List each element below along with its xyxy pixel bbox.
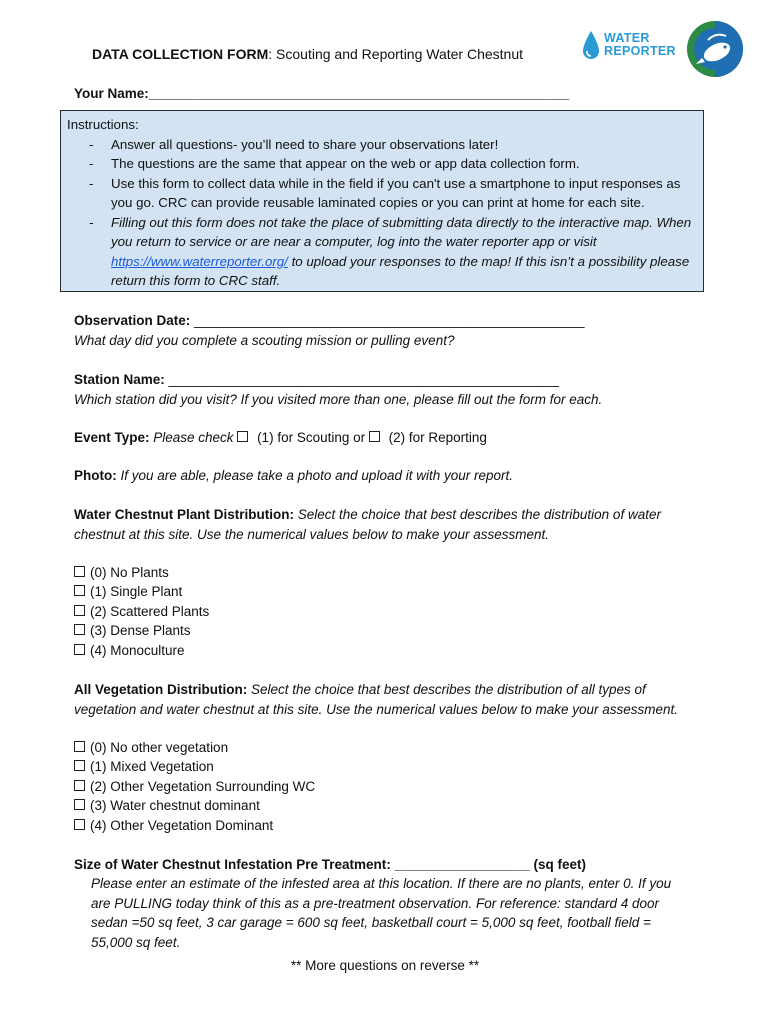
form-title-bold: DATA COLLECTION FORM — [92, 46, 269, 62]
instruction-item: - Use this form to collect data while in the field if you can't use a smartphone to input responses as you go. CRC can provide reusable laminated copies or you can print at home for each site. — [89, 175, 681, 210]
wc-distribution-label: Water Chestnut Plant Distribution: — [74, 507, 294, 522]
checkbox[interactable] — [74, 585, 85, 596]
photo-label: Photo: — [74, 468, 117, 483]
photo-help: If you are able, please take a photo and upload it with your report. — [116, 468, 514, 483]
instructions-heading: Instructions: — [67, 117, 139, 132]
event-type-question — [74, 428, 487, 448]
observation-date-help: What day did you complete a scouting mission or pulling event? — [74, 332, 455, 348]
checkbox[interactable] — [74, 624, 85, 635]
infestation-size-blank[interactable]: : __________________ — [386, 857, 530, 872]
photo-question — [74, 466, 513, 486]
infestation-size-label: Size of Water Chestnut Infestation Pre Treatment — [74, 857, 387, 872]
wc-option[interactable] — [74, 621, 209, 640]
veg-option-label: (0) No other vegetation — [90, 740, 229, 755]
veg-distribution-help: Select the choice that best describes the distribution of all types of vegetation and water chestnut at this site. Use the numerical values below to make your assessment. — [74, 682, 679, 717]
checkbox[interactable] — [74, 741, 85, 752]
station-name-label: Station Name: — [74, 372, 165, 387]
veg-distribution-label: All Vegetation Distribution: — [74, 682, 248, 697]
wc-distribution-help: Select the choice that best describes the distribution of water chestnut at this site. Use the numerical values below to make your assessment. — [74, 507, 661, 542]
instructions-box — [60, 110, 704, 292]
form-title — [92, 46, 523, 62]
checkbox[interactable] — [74, 566, 85, 577]
event-type-prefix: Please check — [149, 430, 238, 445]
reverse-note: ** More questions on reverse ** — [290, 958, 480, 973]
scouting-checkbox[interactable] — [237, 431, 248, 442]
veg-option[interactable] — [74, 738, 315, 757]
checkbox[interactable] — [74, 605, 85, 616]
observation-date-blank[interactable]: ____________________________________________________ — [190, 313, 585, 328]
wc-option-label: (4) Monoculture — [90, 642, 185, 658]
instruction-text: The questions are the same that appear on the web or app data collection form. — [111, 156, 580, 171]
veg-option-label: (3) Water chestnut dominant — [90, 798, 260, 814]
checkbox[interactable] — [74, 819, 85, 830]
event-type-label: Event Type: — [74, 430, 150, 445]
checkbox[interactable] — [74, 760, 85, 771]
form-title-rest: : Scouting and Reporting Water Chestnut — [268, 46, 524, 62]
instruction-item: - The questions are the same that appear on the web or app data collection form. — [89, 156, 580, 171]
wc-option-label: (0) No Plants — [90, 565, 169, 580]
waterreporter-link[interactable]: https://www.waterreporter.org/ — [111, 253, 288, 269]
crc-fish-logo — [686, 20, 744, 78]
checkbox[interactable] — [74, 799, 85, 810]
water-reporter-logo — [582, 28, 676, 68]
veg-option-label: (1) Mixed Vegetation — [90, 759, 214, 775]
event-type-option-scouting: (1) for Scouting or — [253, 430, 369, 445]
water-drop-icon — [582, 30, 600, 62]
station-name-blank[interactable]: ____________________________________________________ — [164, 372, 559, 387]
instruction-text: Filling out this form does not take the place of submitting data directly to the interactive map. When you return to service or are near a computer, log into the water reporter app or visit — [111, 214, 692, 249]
your-name-blank[interactable]: ________________________________________________________ — [148, 86, 570, 101]
logo-text-reporter: REPORTER — [604, 44, 676, 58]
instruction-text: Answer all questions- you’ll need to share your observations later! — [111, 136, 499, 152]
veg-option[interactable] — [74, 816, 315, 835]
veg-option-label: (2) Other Vegetation Surrounding WC — [90, 778, 316, 794]
wc-option[interactable] — [74, 563, 209, 582]
reporting-checkbox[interactable] — [369, 431, 380, 442]
observation-date-label: Observation Date: — [74, 313, 191, 328]
veg-distribution-question — [74, 680, 704, 719]
your-name-label: Your Name: — [74, 86, 149, 101]
veg-option[interactable] — [74, 777, 315, 796]
wc-distribution-question — [74, 505, 704, 544]
checkbox[interactable] — [74, 644, 85, 655]
veg-option[interactable] — [74, 796, 315, 815]
station-name-question — [74, 370, 602, 409]
your-name-row[interactable] — [74, 86, 569, 101]
infestation-size-help: Please enter an estimate of the infested area at this location. If there are no plants, enter 0. If you are PULLING today think of this as a pre-treatment observation. For reference: standard 4 door sedan =50 sq feet, 3 car garage = 600 sq feet, basketball court = 5,000 sq feet, football field = 55,000 sq feet. — [91, 876, 672, 950]
veg-option-label: (4) Other Vegetation Dominant — [90, 817, 274, 833]
wc-option[interactable] — [74, 641, 209, 660]
wc-distribution-options — [74, 563, 209, 660]
wc-option[interactable] — [74, 582, 209, 601]
instruction-item: - Answer all questions- you’ll need to share your observations later! — [89, 136, 499, 152]
instruction-item-italic: - Filling out this form does not take the place of submitting data directly to the interactive map. When you return to service or are near a computer, log into the water reporter app or visit https://www.waterreporter.org/ to upload your responses to the map! If this isn’t a possibility please return this form to CRC staff. — [89, 214, 692, 288]
event-type-option-reporting: (2) for Reporting — [384, 430, 487, 445]
logo-text-water: WATER — [604, 31, 650, 45]
checkbox[interactable] — [74, 780, 85, 791]
observation-date-question — [74, 311, 584, 350]
wc-option-label: (2) Scattered Plants — [90, 603, 210, 619]
infestation-size-unit: (sq feet) — [529, 857, 586, 872]
veg-distribution-options — [74, 738, 315, 835]
wc-option[interactable] — [74, 602, 209, 621]
instruction-text: Use this form to collect data while in the field if you can't use a smartphone to input responses as you go. CRC can provide reusable laminated copies or you can print at home for each site. — [111, 175, 681, 210]
instructions-list — [67, 135, 697, 291]
infestation-size-question — [74, 855, 586, 875]
veg-option[interactable] — [74, 757, 315, 776]
instruction-text: to upload your responses to the map! If this isn’t a possibility please return this form to CRC staff. — [111, 253, 690, 288]
wc-option-label: (3) Dense Plants — [90, 623, 191, 639]
wc-option-label: (1) Single Plant — [90, 584, 183, 600]
station-name-help: Which station did you visit? If you visited more than one, please fill out the form for each. — [74, 391, 603, 407]
